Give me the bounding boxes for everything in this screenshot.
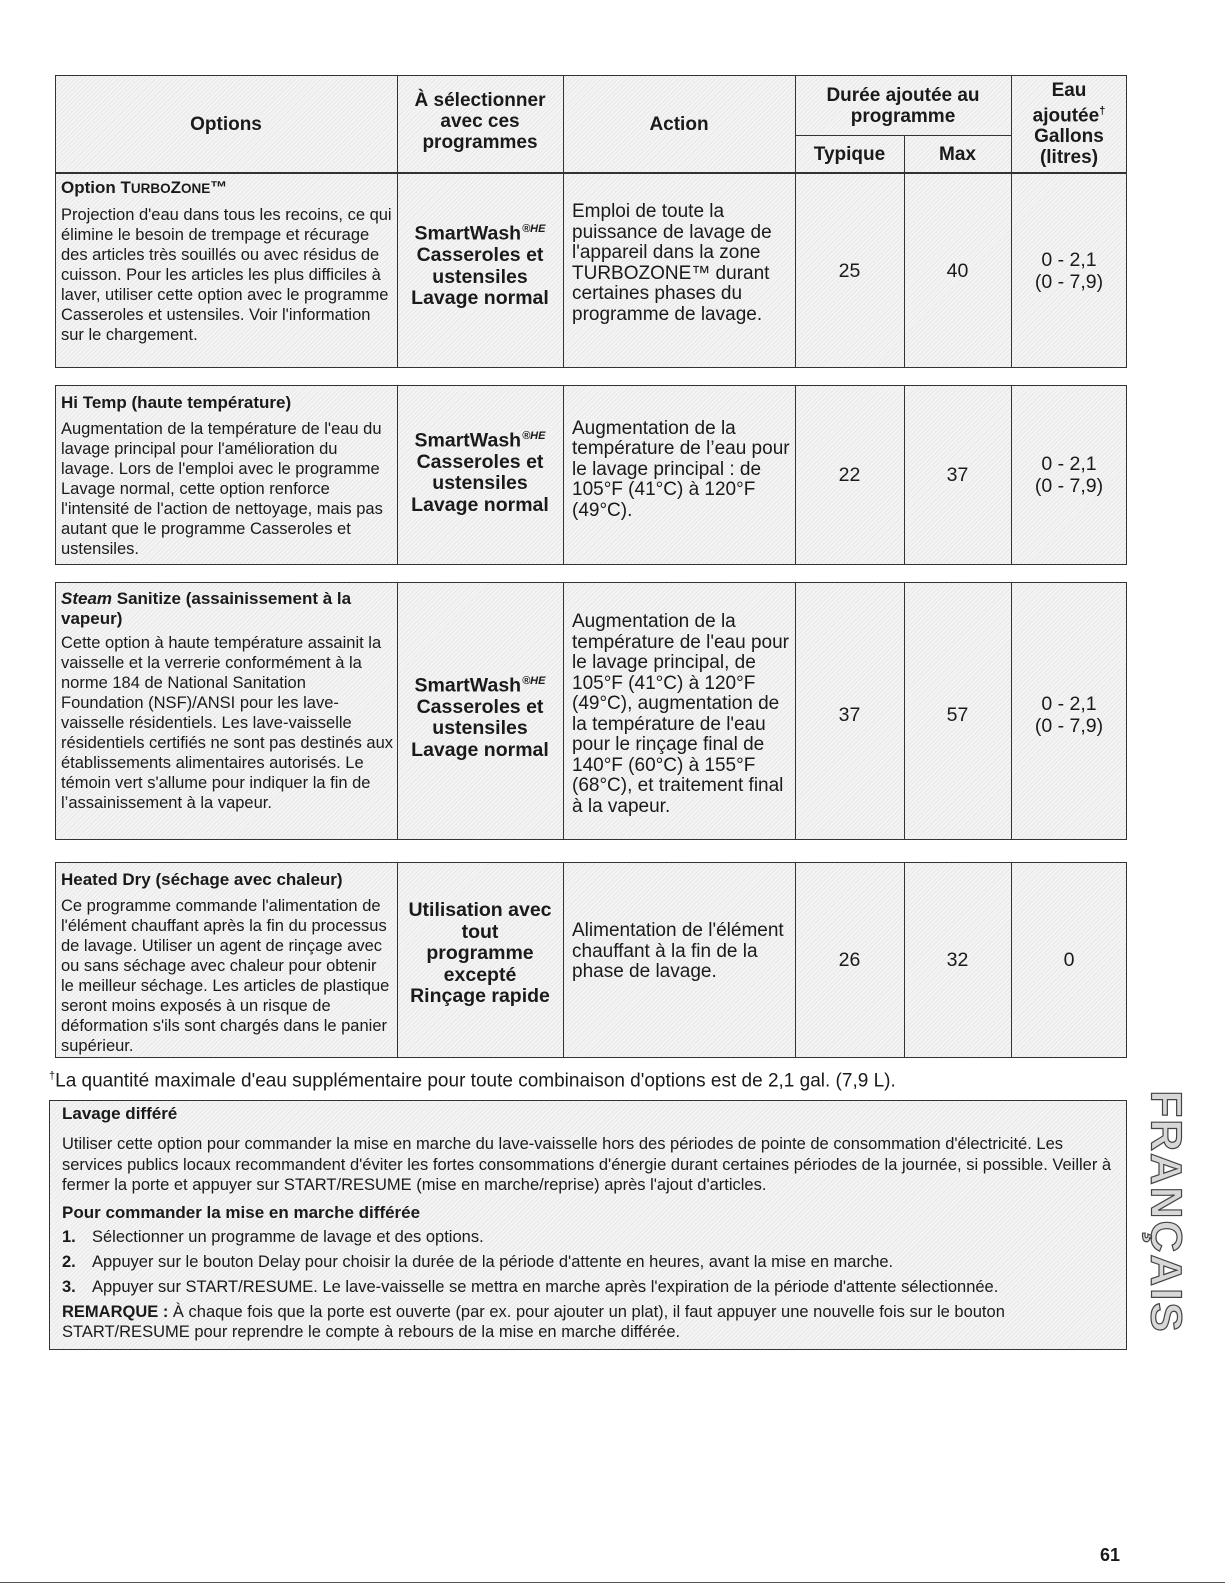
header-max: Max	[939, 143, 976, 165]
option-description: Cette option à haute température assainit la vaisselle et la verrerie conformément à la norme 184 de National Sanitation Foundation (NSF)/ANSI pour les lave-vaisselle résidentiels. Les lave-vaisselle résidentiels certifiés ne sont pas destinés aux établissements alimentaires autorisés. Le témoin vert s'allume pour indiquer la fin de l’assainissement à la vapeur.	[61, 634, 394, 812]
header-programs: À sélectionner avec ces programmes	[414, 89, 546, 153]
water-cell: 0	[1063, 949, 1075, 971]
list-item: 1. Sélectionner un programme de lavage et des options.	[62, 1227, 484, 1246]
header-typical: Typique	[813, 143, 886, 165]
page-number: 61	[1099, 1545, 1120, 1565]
option-title: Hi Temp (haute température)	[61, 393, 292, 412]
language-side-tab: FRANÇAIS	[1142, 1090, 1192, 1334]
typical-cell: 26	[838, 949, 861, 971]
delay-note: REMARQUE : À chaque fois que la porte est ouverte (par ex. pour ajouter un plat), il faut appuyer une nouvelle fois sur le bouton START/RESUME pour reprendre le compte à rebours de la mise en marche différée.	[62, 1302, 1005, 1341]
option-title: Option TURBOZONE™	[61, 178, 228, 197]
option-cell	[61, 178, 393, 345]
typical-cell: 22	[838, 464, 861, 486]
action-cell: Augmentation de la température de l'eau pour le lavage principal, de 105°F (41°C) à 120°F (49°C), augmentation de la température de l'eau pour le rinçage final de 140°F (60°C) à 155°F (68°C), et traitement final à la vapeur.	[572, 611, 789, 817]
footnote: †La quantité maximale d'eau supplémentaire pour toute combinaison d'options est de 2,1 gal. (7,9 L).	[49, 1070, 896, 1092]
option-title: Heated Dry (séchage avec chaleur)	[61, 870, 343, 889]
option-description: Augmentation de la température de l'eau du lavage principal pour l'amélioration du lavage. Lors de l'emploi avec le programme Lavage normal, cette option renforce l'intensité de l'action de nettoyage, mais pas autant que le programme Casseroles et ustensiles.	[61, 420, 383, 558]
programs-cell: SmartWash$^{®HE}$ Casseroles et ustensiles Lavage normal	[411, 222, 549, 310]
water-cell: 0 - 2,1 (0 - 7,9)	[1034, 453, 1104, 497]
delay-subtitle: Pour commander la mise en marche différée	[62, 1202, 421, 1222]
action-cell: Emploi de toute la puissance de lavage de l'appareil dans la zone TURBOZONE™ durant certaines phases du programme de lavage.	[572, 201, 772, 325]
list-item: 2. Appuyer sur le bouton Delay pour choisir la durée de la période d'attente en heures, avant la mise en marche.	[62, 1252, 894, 1271]
option-description: Projection d'eau dans tous les recoins, ce qui élimine le besoin de trempage et récurage des articles très souillés ou avec résidus de cuisson. Pour les articles les plus difficiles à laver, utiliser cette option avec le programme Casseroles et ustensiles. Voir l'information sur le chargement.	[61, 206, 392, 344]
divider	[563, 862, 564, 1058]
max-cell: 37	[946, 464, 969, 486]
programs-cell: SmartWash$^{®HE}$ Casseroles et ustensiles Lavage normal	[411, 674, 549, 761]
water-cell: 0 - 2,1 (0 - 7,9)	[1034, 693, 1104, 737]
typical-cell: 25	[838, 259, 861, 282]
header-duration: Durée ajoutée au programme	[826, 85, 980, 127]
action-cell: Augmentation de la température de l’eau pour le lavage principal : de 105°F (41°C) à 120°F (49°C).	[572, 417, 790, 521]
divider	[0, 1582, 1225, 1583]
divider	[563, 385, 564, 565]
header-action: Action	[649, 113, 709, 135]
delay-title: Lavage différé	[62, 1104, 178, 1123]
list-item: 3. Appuyer sur START/RESUME. Le lave-vaisselle se mettra en marche après l'expiration de la période d'attente sélectionnée.	[62, 1277, 999, 1296]
divider	[563, 173, 564, 368]
programs-cell: SmartWash$^{®HE}$ Casseroles et ustensiles Lavage normal	[411, 429, 549, 516]
max-cell: 57	[946, 704, 969, 726]
option-cell	[61, 393, 393, 559]
header-water: Eau ajoutée† Gallons (litres)	[1032, 79, 1106, 169]
typical-cell: 37	[838, 704, 861, 726]
programs-cell: Utilisation avec tout programme excepté Rinçage rapide	[408, 899, 552, 1008]
max-cell: 40	[946, 259, 969, 282]
option-cell	[61, 589, 393, 813]
delay-content	[62, 1104, 1117, 1343]
divider	[563, 582, 564, 840]
header-options: Options	[190, 113, 262, 135]
option-title: Steam Sanitize (assainissement à la vapeur)	[61, 589, 352, 628]
max-cell: 32	[946, 949, 969, 971]
option-description: Ce programme commande l'alimentation de l'élément chauffant après la fin du processus de lavage. Utiliser un agent de rinçage avec ou sans séchage avec chaleur pour obtenir le meilleur séchage. Les articles de plastique seront moins exposés à un risque de déformation s'ils sont chargés dans le panier supérieur.	[61, 897, 390, 1055]
option-cell	[61, 870, 393, 1056]
delay-intro: Utiliser cette option pour commander la mise en marche du lave-vaisselle hors des périodes de pointe de consommation d'électricité. Les services publics locaux recommandent d'éviter les fortes consommations d'énergie durant certaines périodes de la journée, si possible. Veiller à fermer la porte et appuyer sur START/RESUME (mise en marche/reprise) après l'ajout d'articles.	[62, 1135, 1112, 1194]
water-cell: 0 - 2,1 (0 - 7,9)	[1034, 248, 1104, 293]
action-cell: Alimentation de l'élément chauffant à la fin de la phase de lavage.	[572, 920, 784, 983]
